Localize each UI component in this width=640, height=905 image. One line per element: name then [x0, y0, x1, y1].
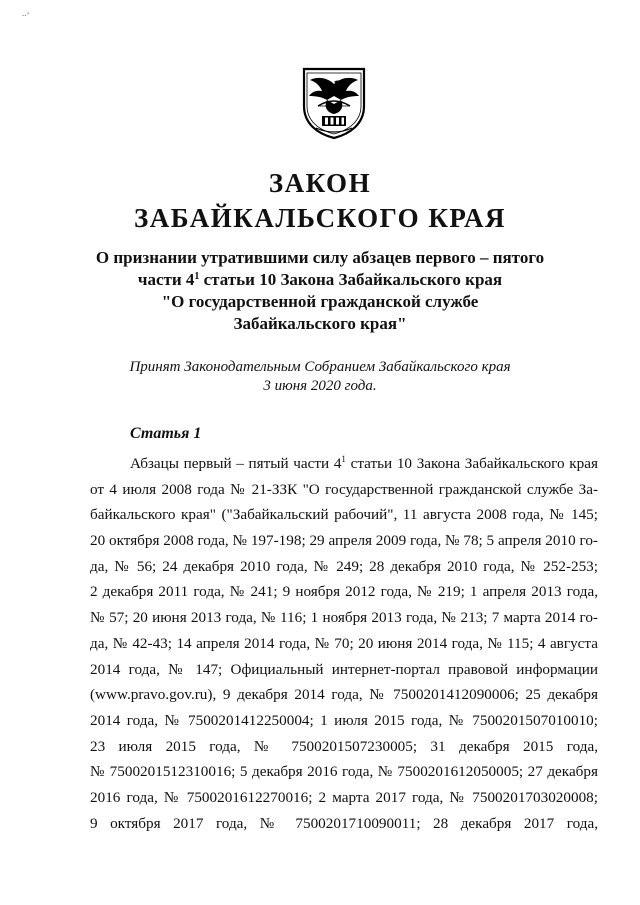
law-title: ЗАКОН: [268, 168, 372, 198]
article-text-line: № 7500201512310016; 5 декабря 2016 года, № 7500201612050005; 27 декабря: [90, 763, 598, 781]
article-text-line: 23 июля 2015 года, № 7500201507230005; 31 декабря 2015 года,: [90, 737, 598, 755]
law-subject-line: "О государственной гражданской службе: [161, 292, 479, 311]
adoption-line: Принят Законодательным Собранием Забайкальского края: [129, 359, 511, 375]
article-text-line: [90, 451, 598, 477]
article-text-line: 9 октября 2017 года, № 7500201710090011; 28 декабря 2017 года,: [90, 814, 598, 832]
article-text-line: байкальского края" ("Забайкальский рабочий", 11 августа 2008 года, № 145;: [90, 506, 598, 524]
article-text-line: 2014 года, № 7500201412250004; 1 июля 2015 года, № 7500201507010010;: [90, 711, 598, 729]
article-heading: Статья 1: [130, 425, 202, 442]
article-text-line: 2016 года, № 7500201612270016; 2 марта 2017 года, № 7500201703020008;: [90, 788, 598, 806]
law-subject: [60, 247, 580, 335]
article-text: статьи 10 Закона Забайкальского края: [345, 455, 598, 472]
superscript: 1: [194, 271, 200, 282]
article-text-line: да, № 42-43; 14 апреля 2014 года, № 70; 20 июня 2014 года, № 115; 4 августа: [90, 634, 598, 652]
superscript: 1: [341, 454, 346, 464]
law-subject-text: части 4: [137, 270, 195, 289]
adoption-date: 3 июня 2020 года.: [263, 378, 377, 394]
article-text-line: да, № 56; 24 декабря 2010 года, № 249; 28 декабря 2010 года, № 252-253;: [90, 557, 598, 575]
article-body: [90, 451, 598, 836]
scan-mark: ..◦: [22, 8, 30, 18]
article-text: Абзацы первый – пятый части 4: [130, 455, 342, 472]
article-text-line: № 57; 20 июня 2013 года, № 116; 1 ноября 2013 года, № 213; 7 марта 2014 го-: [90, 609, 598, 627]
adoption-note: [60, 358, 580, 396]
region-title: ЗАБАЙКАЛЬСКОГО КРАЯ: [134, 203, 506, 233]
law-subject-text: статьи 10 Закона Забайкальского края: [199, 270, 503, 289]
article-text-line: 2014 года, № 147; Официальный интернет-портал правовой информации: [90, 660, 598, 678]
law-subject-line: Забайкальского края": [233, 314, 407, 333]
law-subject-line: [60, 269, 580, 291]
article-text-line: от 4 июля 2008 года № 21-ЗЗК "О государственной гражданской службе За-: [90, 480, 598, 498]
law-subject-line: О признании утратившими силу абзацев первого – пятого: [95, 248, 545, 267]
article-text-line: (www.pravo.gov.ru), 9 декабря 2014 года, № 7500201412090006; 25 декабря: [90, 686, 598, 704]
coat-of-arms-emblem: [300, 66, 368, 140]
article-text-line: 2 декабря 2011 года, № 241; 9 ноября 2012 года, № 219; 1 апреля 2013 года,: [90, 583, 598, 601]
article-text-line: 20 октября 2008 года, № 197-198; 29 апреля 2009 года, № 78; 5 апреля 2010 го-: [90, 532, 598, 550]
